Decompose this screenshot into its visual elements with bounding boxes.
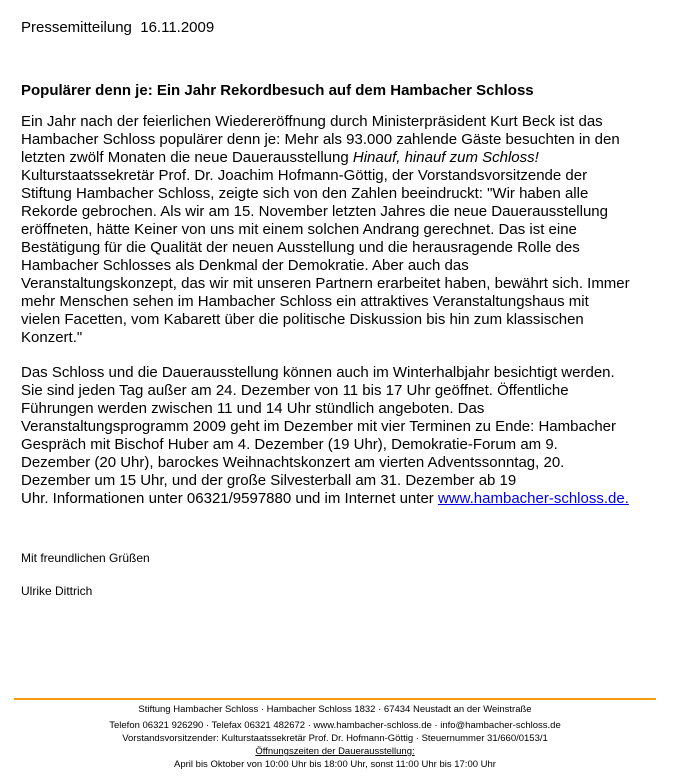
document-header <box>21 18 214 38</box>
document-type: Pressemitteilung <box>21 19 132 36</box>
text-line: vielen Facetten, vom Kabarett über die politische Diskussion bis hin zum klassischen <box>21 311 584 328</box>
text-line: Hambacher Schloss populärer denn je: Mehr als 93.000 zahlende Gäste besuchten in den <box>21 131 620 148</box>
text-line: Dezember um 15 Uhr, und der große Silvesterball am 31. Dezember ab 19 <box>21 472 517 489</box>
footer-board: Vorstandsvorsitzender: Kulturstaatssekretär Prof. Dr. Hofmann-Göttig · Steuernummer 31/660/0153/1 <box>122 733 548 744</box>
text-line: Konzert." <box>21 329 83 346</box>
text-line <box>21 149 661 167</box>
text-line: Veranstaltungsprogramm 2009 geht im Dezember mit vier Terminen zu Ende: Hambacher <box>21 418 617 435</box>
text-line: Kulturstaatssekretär Prof. Dr. Joachim Hofmann-Göttig, der Vorstandsvorsitzende der <box>21 167 588 184</box>
text-fragment: letzten zwölf Monaten die neue Dauerausstellung <box>21 149 349 166</box>
text-line: Hambacher Schlosses als Denkmal der Demokratie. Aber auch das <box>21 257 469 274</box>
footer-contact: Telefon 06321 926290 · Telefax 06321 482672 · www.hambacher-schloss.de · info@hambacher-schloss.de <box>109 720 561 731</box>
text-line: Veranstaltungskonzept, das wir mit unseren Partnern erarbeitet haben, bewährt sich. Immer <box>21 275 630 292</box>
footer-opening-hours-title: Öffnungszeiten der Dauerausstellung: <box>255 746 415 757</box>
footer-divider <box>14 698 656 700</box>
text-fragment: Uhr. Informationen unter 06321/9597880 und im Internet unter <box>21 490 434 507</box>
text-line: Sie sind jeden Tag außer am 24. Dezember von 11 bis 17 Uhr geöffnet. Öffentliche <box>21 382 569 399</box>
paragraph-1 <box>21 113 661 347</box>
website-link[interactable]: www.hambacher-schloss.de. <box>437 490 629 507</box>
letterhead-footer <box>14 703 656 771</box>
article-body <box>21 113 661 508</box>
footer-opening-hours: April bis Oktober von 10:00 Uhr bis 18:00 Uhr, sonst 11:00 Uhr bis 17:00 Uhr <box>174 759 496 770</box>
text-line: mehr Menschen sehen im Hambacher Schloss ein attraktives Veranstaltungshaus mit <box>21 293 589 310</box>
text-line <box>21 490 661 508</box>
text-line: Bestätigung für die Qualität der neuen Ausstellung und die herausragende Rolle des <box>21 239 580 256</box>
text-line: Dezember (20 Uhr), barockes Weihnachtskonzert am vierten Adventssonntag, 20. <box>21 454 565 471</box>
text-line: eröffneten, hätte Keiner von uns mit einem solchen Andrang gerechnet. Das ist eine <box>21 221 577 238</box>
paragraph-2 <box>21 364 661 508</box>
text-line: Stiftung Hambacher Schloss, zeigte sich von den Zahlen beeindruckt: "Wir haben alle <box>21 185 589 202</box>
exhibition-title: Hinauf, hinauf zum Schloss! <box>352 149 539 166</box>
text-line: Das Schloss und die Dauerausstellung können auch im Winterhalbjahr besichtigt werden. <box>21 364 615 381</box>
signature-name: Ulrike Dittrich <box>21 584 93 598</box>
text-line: Ein Jahr nach der feierlichen Wiedereröffnung durch Ministerpräsident Kurt Beck ist das <box>21 113 603 130</box>
closing-greeting: Mit freundlichen Grüßen <box>21 551 150 565</box>
text-line: Führungen werden zwischen 11 und 14 Uhr stündlich angeboten. Das <box>21 400 485 417</box>
text-line: Rekorde gebrochen. Als wir am 15. November letzten Jahres die neue Dauerausstellung <box>21 203 608 220</box>
headline: Populärer denn je: Ein Jahr Rekordbesuch auf dem Hambacher Schloss <box>21 82 534 99</box>
text-line: Gespräch mit Bischof Huber am 4. Dezember (19 Uhr), Demokratie-Forum am 9. <box>21 436 558 453</box>
document-date: 16.11.2009 <box>140 19 215 36</box>
footer-address: Stiftung Hambacher Schloss · Hambacher Schloss 1832 · 67434 Neustadt an der Weinstraße <box>138 704 532 715</box>
